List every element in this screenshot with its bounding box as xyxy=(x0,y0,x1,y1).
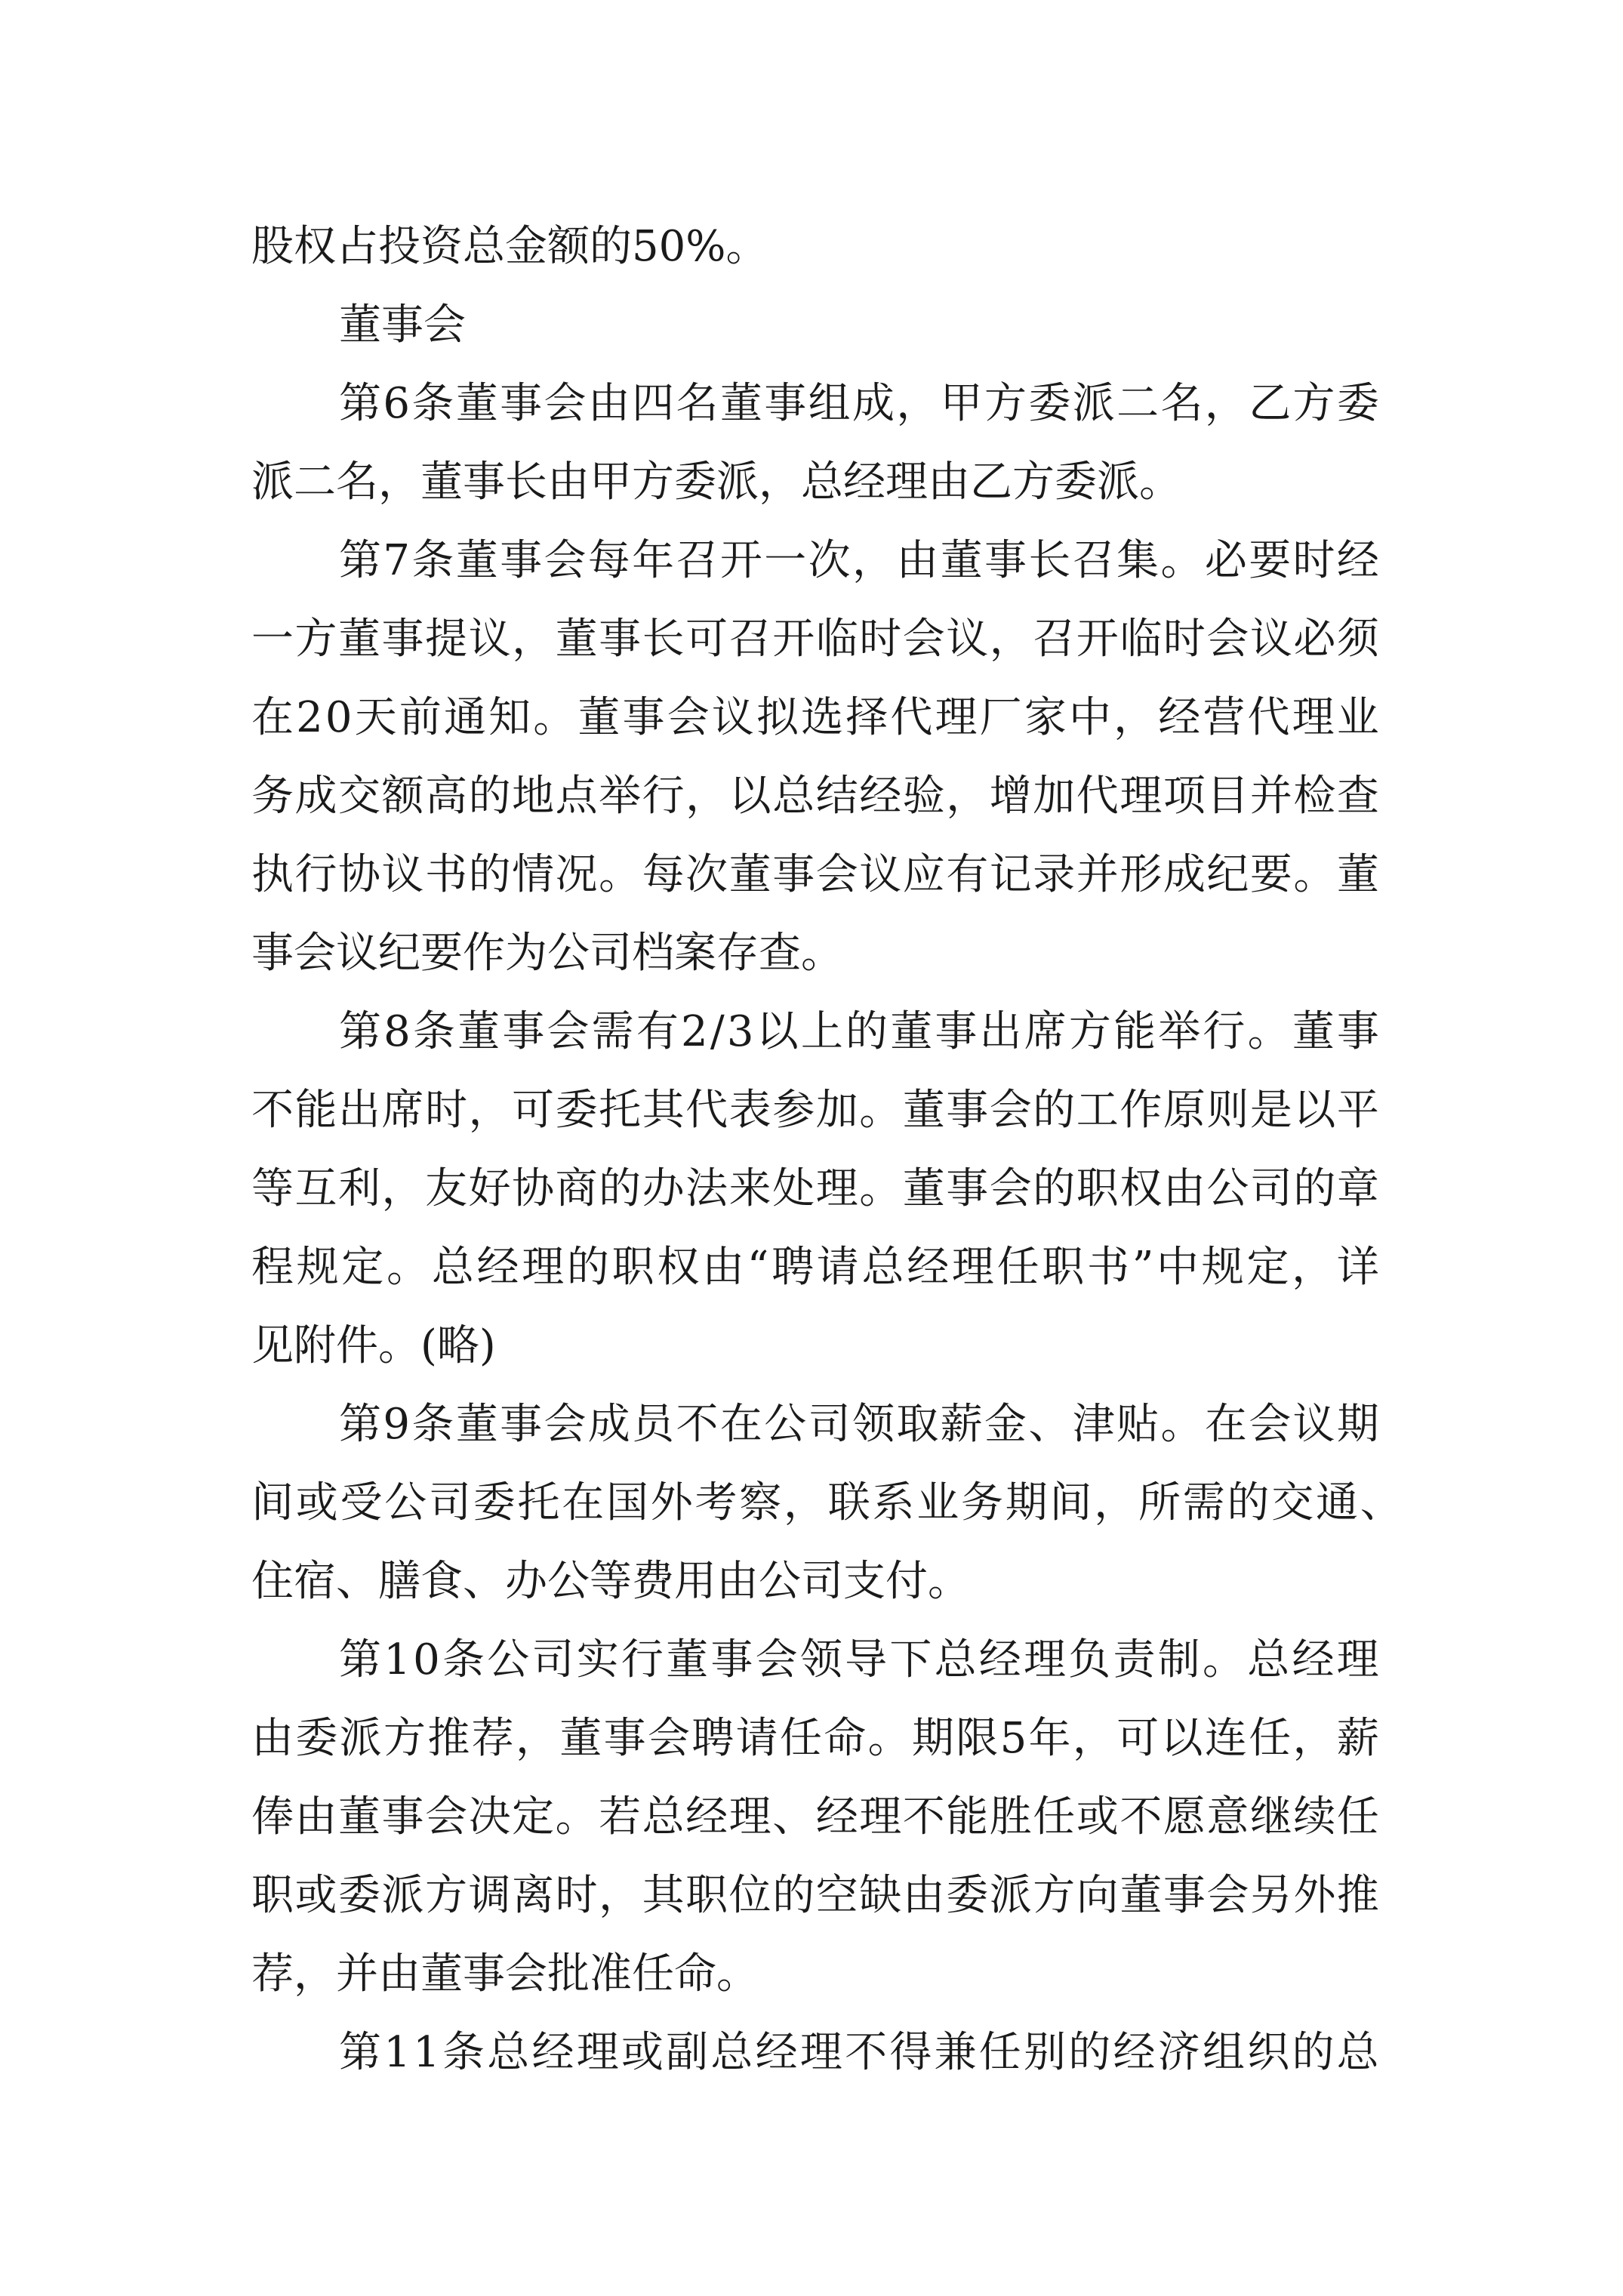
text-line: 见附件。(略) xyxy=(251,1321,496,1370)
text-line: 第 9 条 董 事 会 成 员 不 在 公 司 领 取 薪 金 、 津 贴 。 在 会 议 期 xyxy=(339,1400,1379,1449)
text-line: 第 1 0 条 公 司 实 行 董 事 会 领 导 下 总 经 理 负 责 制 。 总 经 理 xyxy=(339,1635,1379,1684)
text-line: 一 方 董 事 提 议 ， 董 事 长 可 召 开 临 时 会 议 ， 召 开 临 时 会 议 必 须 xyxy=(251,615,1379,664)
text-line: 派二名，董事长由甲方委派，总经理由乙方委派。 xyxy=(251,458,1181,507)
text-line: 股权占投资总金额的50%。 xyxy=(251,222,768,271)
text-line: 住宿、膳食、办公等费用由公司支付。 xyxy=(251,1557,970,1606)
text-line: 在 2 0 天 前 通 知 。 董 事 会 议 拟 选 择 代 理 厂 家 中 ， 经 营 代 理 业 xyxy=(251,693,1379,742)
text-line: 职 或 委 派 方 调 离 时 ， 其 职 位 的 空 缺 由 委 派 方 向 董 事 会 另 外 推 xyxy=(251,1871,1379,1920)
text-line: 第 7 条 董 事 会 每 年 召 开 一 次 ， 由 董 事 长 召 集 。 必 要 时 经 xyxy=(339,536,1379,585)
text-line: 不 能 出 席 时 ， 可 委 托 其 代 表 参 加 。 董 事 会 的 工 作 原 则 是 以 平 xyxy=(251,1086,1379,1135)
text-line: 事会议纪要作为公司档案存查。 xyxy=(251,929,843,978)
text-line: 等 互 利 ， 友 好 协 商 的 办 法 来 处 理 。 董 事 会 的 职 权 由 公 司 的 章 xyxy=(251,1164,1379,1213)
text-line: 荐，并由董事会批准任命。 xyxy=(251,1949,759,1999)
text-line: 第 8 条 董 事 会 需 有 2 / 3 以 上 的 董 事 出 席 方 能 举 行 。 董 事 xyxy=(339,1007,1379,1056)
text-line: 程 规 定 。 总 经 理 的 职 权 由 “ 聘 请 总 经 理 任 职 书 ” 中 规 定 ， 详 xyxy=(251,1243,1379,1292)
text-line: 俸 由 董 事 会 决 定 。 若 总 经 理 、 经 理 不 能 胜 任 或 不 愿 意 继 续 任 xyxy=(251,1792,1379,1841)
text-line: 务 成 交 额 高 的 地 点 举 行 ， 以 总 结 经 验 ， 增 加 代 理 项 目 并 检 查 xyxy=(251,772,1379,821)
text-line: 间 或 受 公 司 委 托 在 国 外 考 察 ， 联 系 业 务 期 间 ， 所 需 的 交 通 、 xyxy=(251,1478,1403,1527)
text-line: 执 行 协 议 书 的 情 况 。 每 次 董 事 会 议 应 有 记 录 并 形 成 纪 要 。 董 xyxy=(251,850,1379,899)
text-line: 第 6 条 董 事 会 由 四 名 董 事 组 成 ， 甲 方 委 派 二 名 ， 乙 方 委 xyxy=(339,379,1379,428)
text-line: 第 1 1 条 总 经 理 或 副 总 经 理 不 得 兼 任 别 的 经 济 组 织 的 总 xyxy=(339,2028,1379,2077)
text-line: 由 委 派 方 推 荐 ， 董 事 会 聘 请 任 命 。 期 限 5 年 ， 可 以 连 任 ， 薪 xyxy=(251,1714,1379,1763)
section-heading: 董事会 xyxy=(339,300,466,350)
